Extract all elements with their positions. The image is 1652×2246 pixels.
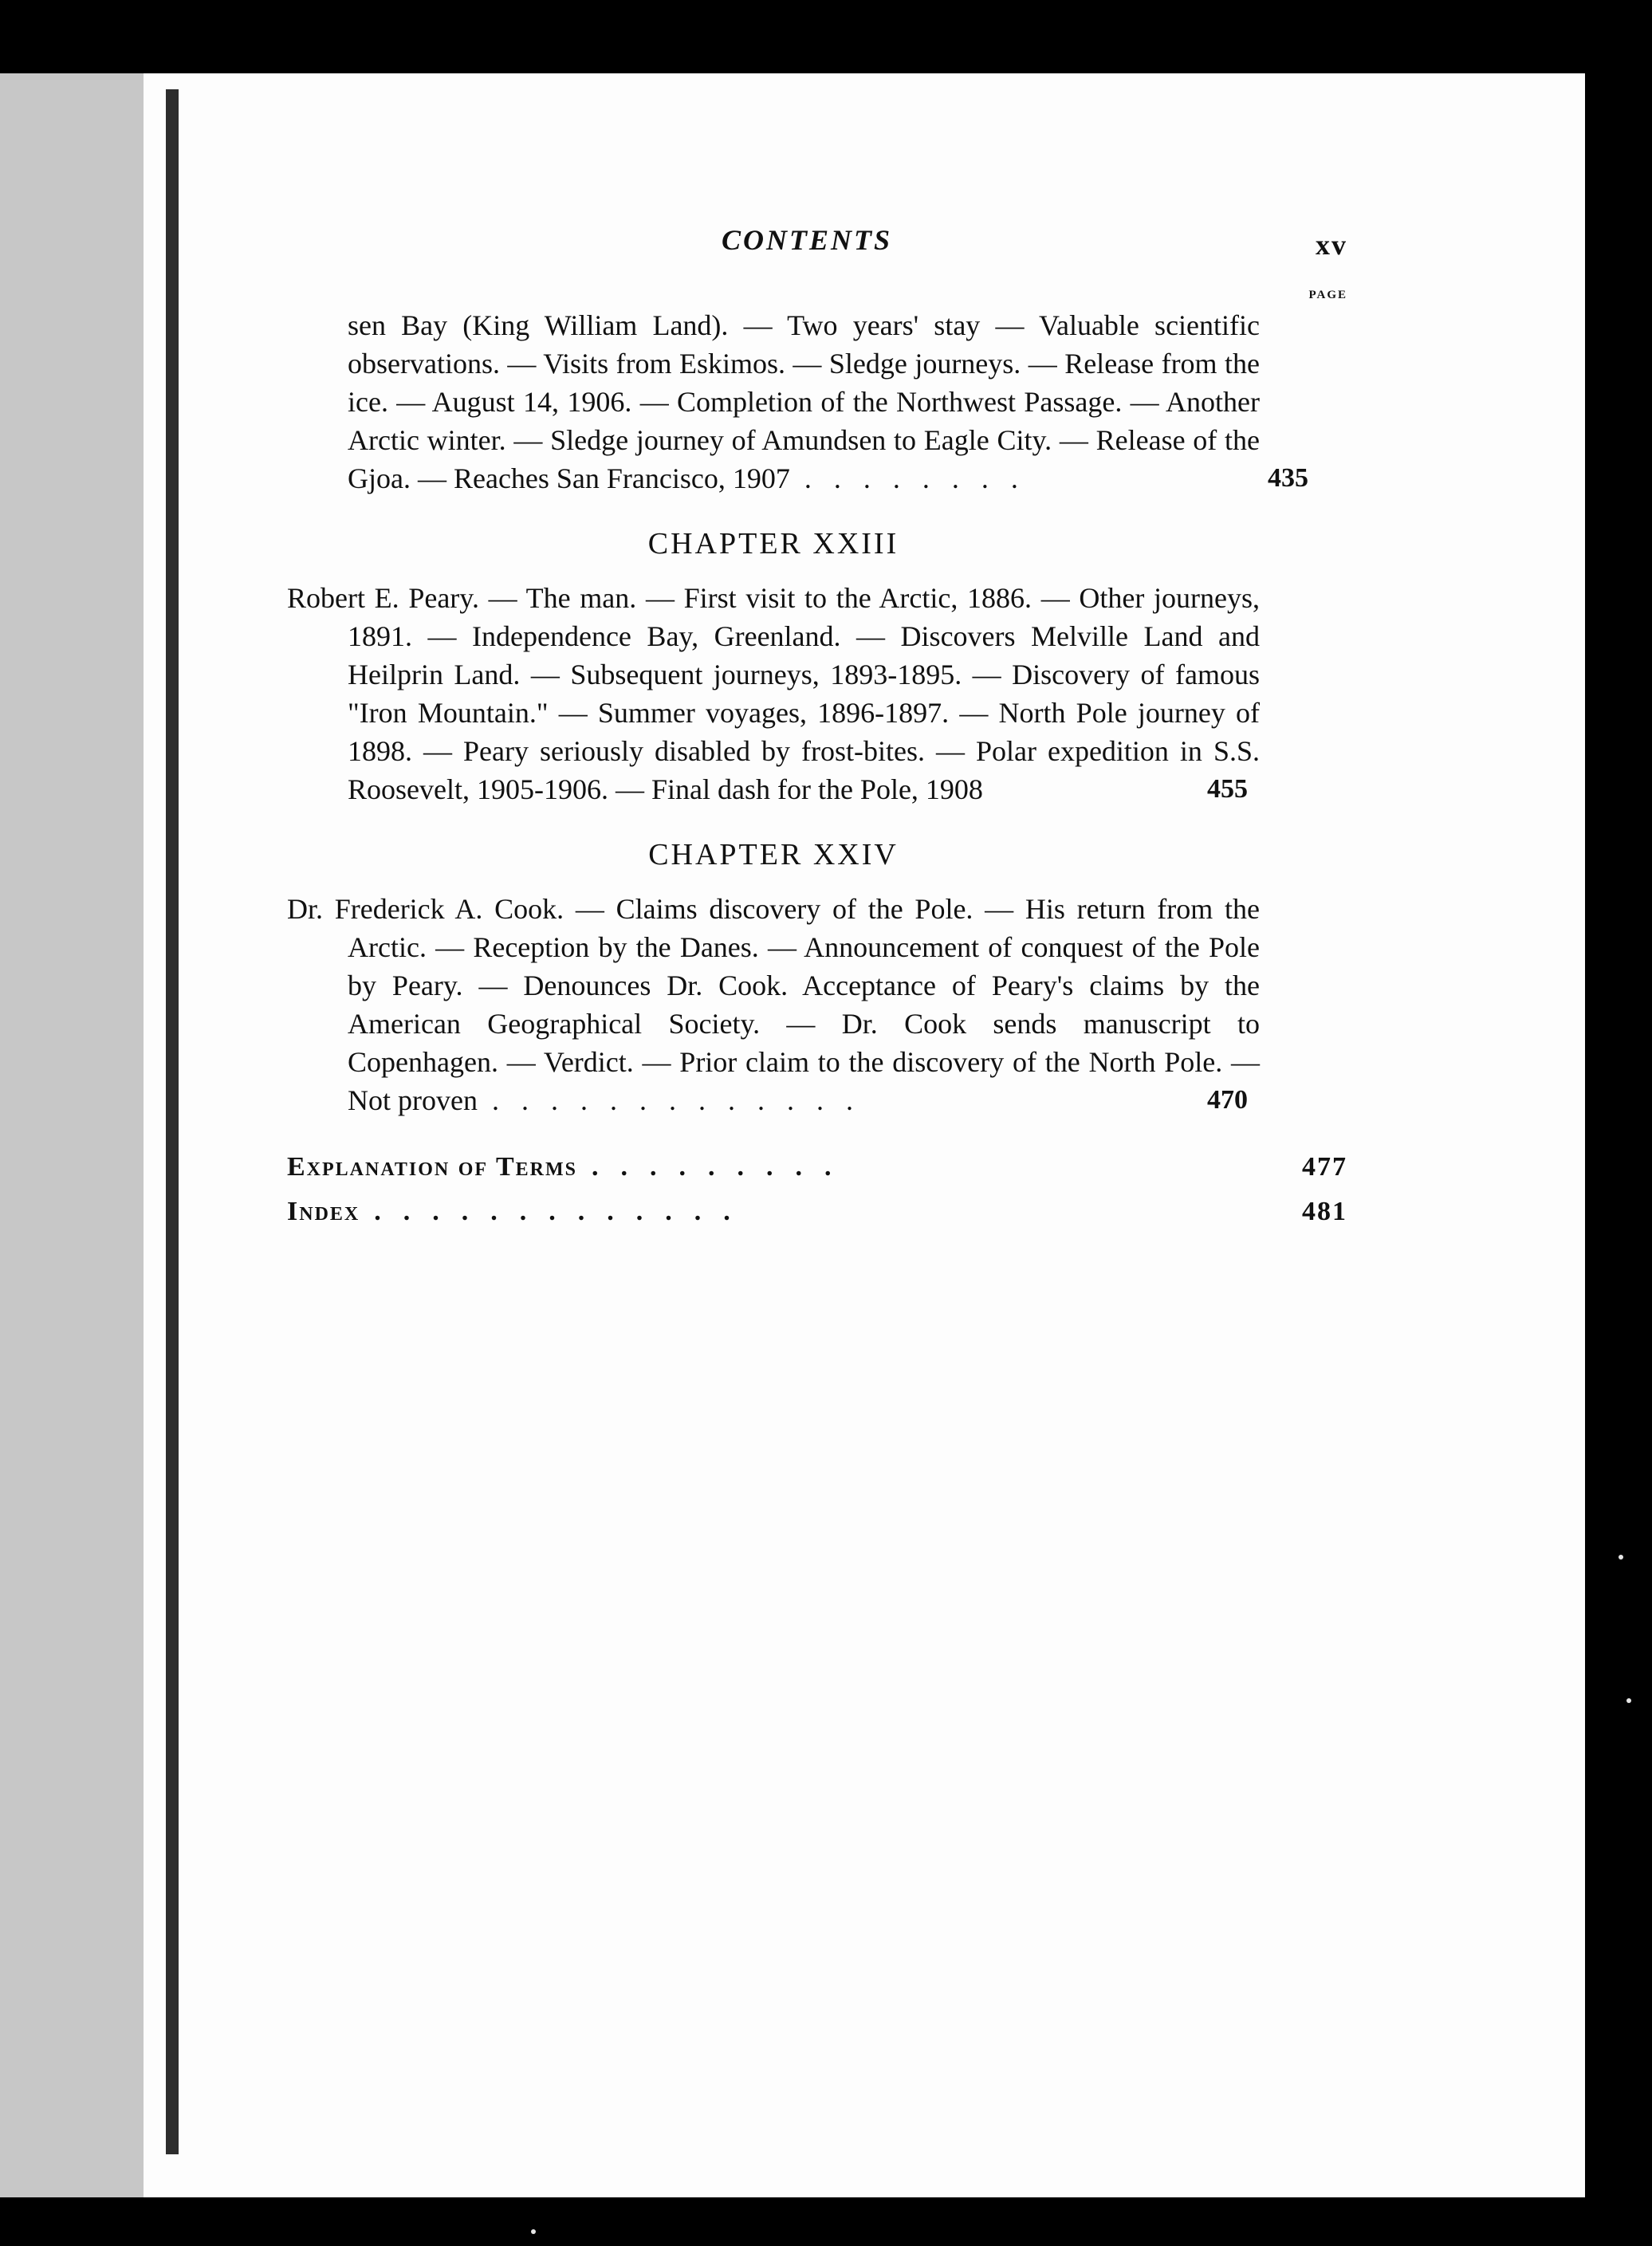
chapter-heading: CHAPTER XXIII — [647, 527, 899, 561]
back-matter-label: Index — [287, 1197, 360, 1226]
entry-text: Robert E. Peary. — The man. — First visit to the Arctic, 1886. — Other journeys, 1891. — Independence Bay, Greenland. — Discovers Melville Land and Heilprin Land. — Subsequent journeys, 1893-1895. — Discovery of famous "Iron Mountain." — Summer voyages, 1896-1897. — North Pole journey of 1898. — Peary seriously disabled by frost-bites. — Polar expedition in S.S. Roosevelt, 1905-1906. — Final dash for the Pole, 1908 — [287, 582, 1260, 805]
chapter-synopsis — [287, 579, 1347, 808]
contents-entry-continued — [287, 306, 1347, 498]
entry-page-number: 481 — [1302, 1197, 1347, 1226]
chapter-synopsis — [287, 890, 1347, 1119]
binding-shadow — [166, 89, 179, 2154]
leader-dots: ........ — [804, 462, 1040, 494]
contents-text-block — [287, 223, 1347, 1234]
back-matter-label: Explanation of Terms — [287, 1152, 577, 1182]
back-matter-entry — [287, 1190, 1347, 1234]
page-title: CONTENTS — [722, 224, 893, 256]
entry-page-number: 455 — [1207, 774, 1248, 804]
entry-page-number: 470 — [1207, 1085, 1248, 1115]
entry-text: Dr. Frederick A. Cook. — Claims discovery of the Pole. — His return from the Arctic. — Reception by the Danes. — Announcement of conquest of the Pole by Peary. — Denounces Dr. Cook. Acceptance of Peary's claims by the American Geographical Society. — Dr. Cook sends manuscript to Copenhagen. — Verdict. — Prior claim to the discovery of the North Pole. — Not proven — [287, 893, 1260, 1116]
page-number: xv — [1316, 229, 1347, 261]
entry-text: sen Bay (King William Land). — Two years' stay — Valuable scientific observations. — Visits from Eskimos. — Sledge journeys. — Release from the ice. — August 14, 1906. — Completion of the Northwest Passage. — Another Arctic winter. — Sledge journey of Amundsen to Eagle City. — Release of the Gjoa. — Reaches San Francisco, 1907 — [348, 309, 1260, 494]
page-column-label: PAGE — [1308, 289, 1347, 301]
scan-speck — [1626, 1698, 1631, 1703]
back-matter-entry — [287, 1145, 1347, 1190]
entry-page-number: 477 — [1302, 1152, 1347, 1182]
leader-dots: ............. — [374, 1197, 753, 1226]
entry-page-number: 435 — [1268, 463, 1308, 493]
leader-dots: ......... — [591, 1152, 854, 1182]
leader-dots: ............. — [491, 1084, 875, 1116]
back-matter-list — [287, 1145, 1347, 1234]
chapter-heading: CHAPTER XXIV — [648, 838, 899, 871]
running-head — [287, 223, 1347, 287]
scan-speck — [531, 2229, 536, 2234]
facing-page-edge — [0, 73, 144, 2197]
scan-speck — [1619, 1555, 1623, 1560]
